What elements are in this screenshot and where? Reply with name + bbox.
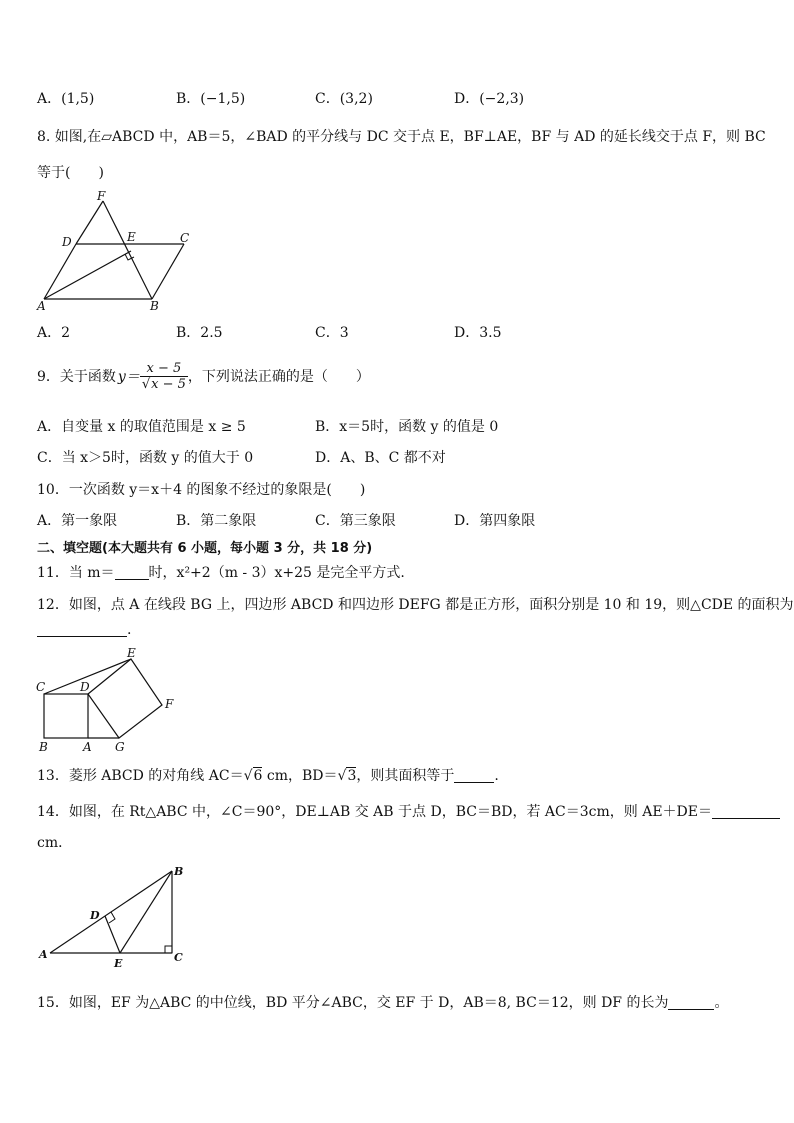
q12-answer-line	[37, 622, 131, 638]
q9-option-a: A．自变量 x 的取值范围是 x ≥ 5	[37, 419, 246, 435]
q15-answer-blank[interactable]	[668, 995, 714, 1010]
q12-squares-figure	[30, 644, 190, 756]
q10-option-c: C．第三象限	[315, 513, 396, 529]
q8-parallelogram-figure	[30, 188, 200, 314]
q11-before: 11．当 m＝	[37, 565, 115, 581]
q12-stem: 12．如图，点 A 在线段 BG 上，四边形 ABCD 和四边形 DEFG 都是正方形，面积分别是 10 和 19，则△CDE 的面积为	[37, 597, 794, 613]
q14-stem-line2: cm．	[37, 835, 73, 851]
q11-stem	[37, 562, 405, 582]
q9-option-d: D．A、B、C 都不对	[315, 450, 446, 466]
q10-option-a: A．第一象限	[37, 513, 118, 529]
q12-label-b: B	[39, 740, 48, 754]
q14-label-c: C	[174, 951, 183, 964]
q14-stem-line1	[37, 801, 780, 821]
q9-option-b: B．x＝5时，函数 y 的值是 0	[315, 419, 499, 435]
q8-option-d: D．3.5	[454, 325, 502, 341]
q8-option-b: B．2.5	[176, 325, 223, 341]
q9-denominator: √x − 5	[141, 376, 186, 392]
q8-label-e: E	[127, 230, 136, 244]
q7-option-c: C．(3,2)	[315, 91, 373, 107]
q14-label-a: A	[39, 948, 48, 961]
q15-text: 15．如图，EF 为△ABC 的中位线，BD 平分∠ABC，交 EF 于 D，AB＝8, BC＝12，则 DF 的长为	[37, 995, 669, 1011]
q12-label-f: F	[165, 697, 174, 711]
q11-answer-blank[interactable]	[115, 565, 149, 580]
q13-tail: .	[494, 768, 499, 784]
q8-stem-line2: 等于( )	[37, 165, 104, 181]
q13-bd-radicand: 3	[347, 768, 357, 784]
q13-after: ，则其面积等于	[356, 768, 455, 784]
q12-label-g: G	[115, 740, 125, 754]
q9-radicand: x − 5	[151, 376, 186, 392]
q12-tail: .	[127, 622, 132, 638]
q8-option-a: A．2	[37, 325, 71, 341]
section-2-title: 二、填空题(本大题共有 6 小题，每小题 3 分，共 18 分)	[37, 541, 373, 556]
q12-answer-blank[interactable]	[37, 622, 127, 637]
q10-option-d: D．第四象限	[454, 513, 536, 529]
q14-answer-blank[interactable]	[712, 804, 780, 819]
q8-label-c: C	[180, 231, 190, 245]
q15-tail: 。	[714, 995, 729, 1011]
q11-after: 时，x²+2（m - 3）x+25 是完全平方式.	[148, 565, 405, 581]
q14-label-d: D	[90, 909, 100, 922]
q13-mid: cm，BD＝	[262, 768, 338, 784]
q13-before: 13．菱形 ABCD 的对角线 AC＝	[37, 768, 244, 784]
q9-y: y＝	[117, 369, 140, 385]
q9-option-c: C．当 x＞5时，函数 y 的值大于 0	[37, 450, 254, 466]
q14-triangle-figure	[34, 862, 194, 974]
q9-fraction	[140, 361, 188, 392]
q13-answer-blank[interactable]	[454, 768, 494, 783]
q9-stem	[37, 356, 370, 396]
q13-ac-radicand: 6	[253, 768, 263, 784]
q12-label-e: E	[127, 646, 136, 660]
q14-label-b: B	[174, 865, 184, 878]
q8-label-d: D	[62, 235, 72, 249]
q14-label-e: E	[114, 957, 123, 970]
q7-option-d: D．(−2,3)	[454, 91, 525, 107]
q12-label-a: A	[83, 740, 92, 754]
q7-option-a: A．(1,5)	[37, 91, 95, 107]
q12-label-c: C	[36, 680, 46, 694]
q13-stem: 13．菱形 ABCD 的对角线 AC＝√6 cm，BD＝√3，则其面积等于 .	[37, 768, 499, 784]
q8-label-a: A	[37, 299, 46, 313]
q8-label-f: F	[97, 189, 106, 203]
q8-label-b: B	[150, 299, 159, 313]
q10-stem: 10．一次函数 y＝x＋4 的图象不经过的象限是( )	[37, 482, 366, 498]
q7-option-b: B．(−1,5)	[176, 91, 246, 107]
q8-stem-line1: 8. 如图,在▱ABCD 中，AB＝5，∠BAD 的平分线与 DC 交于点 E，BF⊥AE，BF 与 AD 的延长线交于点 F，则 BC	[37, 129, 766, 145]
q8-option-c: C．3	[315, 325, 349, 341]
q12-label-d: D	[80, 680, 90, 694]
q9-suffix: ，下列说法正确的是（ ）	[187, 369, 370, 385]
q15-stem	[37, 992, 728, 1012]
q10-option-b: B．第二象限	[176, 513, 257, 529]
q9-numerator: x − 5	[140, 361, 188, 377]
q14-text: 14．如图，在 Rt△ABC 中，∠C＝90°，DE⊥AB 交 AB 于点 D，BC＝BD，若 AC＝3cm，则 AE＋DE＝	[37, 804, 712, 820]
q9-prefix: 9．关于函数	[37, 369, 116, 385]
